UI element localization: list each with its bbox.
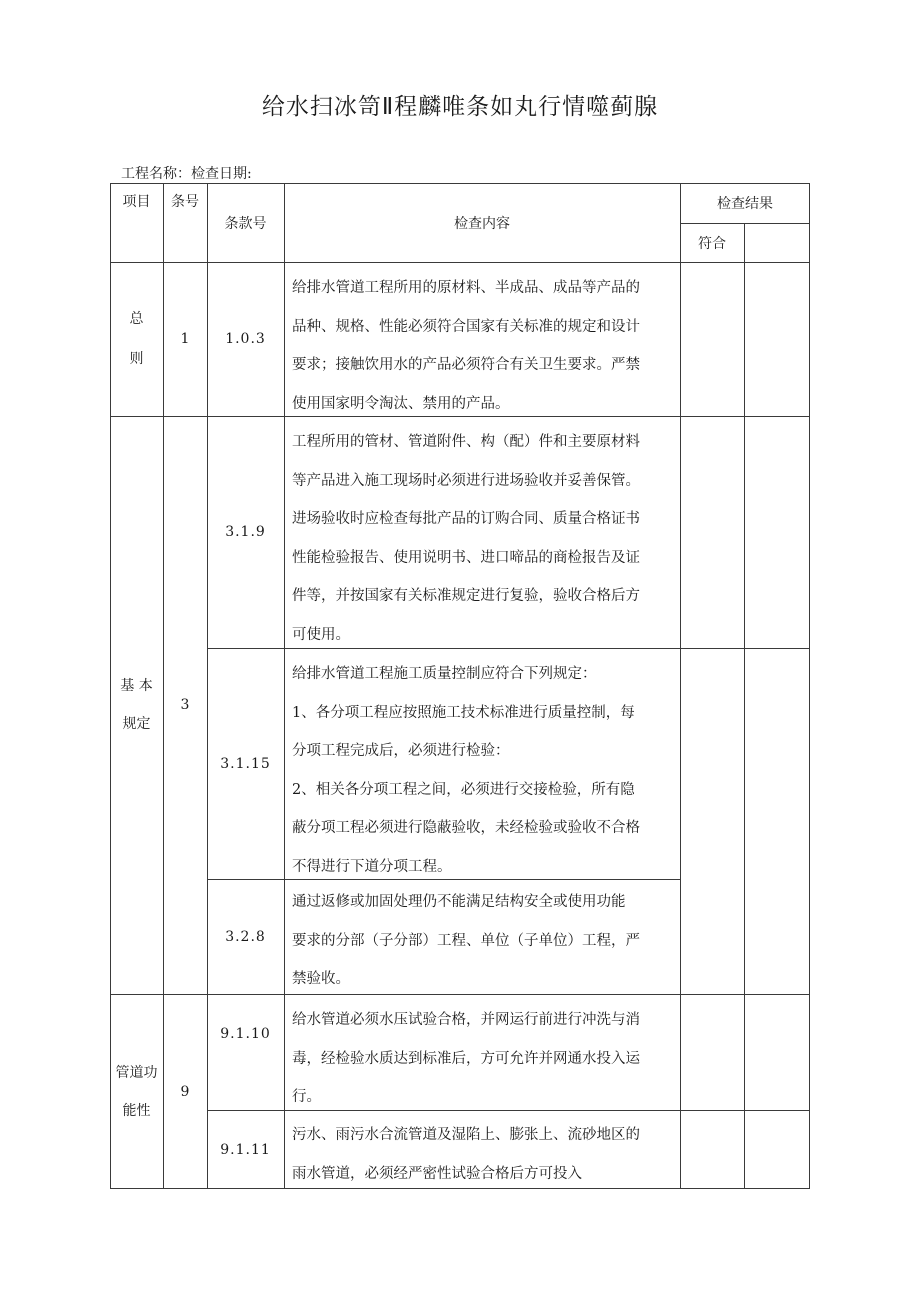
content-line: 污水、雨污水合流管道及湿陷上、膨张上、流砂地区的 — [292, 1127, 640, 1143]
group-item-line: 能性 — [122, 1102, 151, 1119]
clause-code: 3.1.15 — [220, 755, 271, 772]
group-item-basic — [110, 416, 163, 994]
content-line: 2、相关各分项工程之间，必须进行交接检验，所有隐 — [292, 781, 635, 798]
content-line: 性能检验报告、使用说明书、进口啼品的商检报告及证 — [292, 549, 640, 566]
header-clause-no: 条号 — [171, 194, 199, 210]
content-line: 通过返修或加固处理仍不能满足结构安全或使用功能 — [292, 894, 626, 910]
clause-code: 3.1.9 — [225, 524, 266, 540]
header-blank — [744, 223, 810, 262]
content-line: 行。 — [292, 1089, 321, 1105]
col-line-3 — [284, 183, 285, 1189]
page-title: 给水扫冰笥Ⅱ程麟唯条如丸行情噬蓟腺 — [261, 94, 659, 120]
clause-content — [292, 269, 676, 423]
content-line: 要求的分部（子分部）工程、单位（子单位）工程，严 — [292, 932, 640, 949]
content-line: 等产品进入施工现场时必须进行进场验收并妥善保管。 — [292, 472, 640, 489]
col-line-5 — [744, 223, 745, 1189]
content-line: 毒，经检验水质达到标准后，方可允许并网通水投入运 — [292, 1050, 640, 1067]
clause-code: 3.2.8 — [225, 928, 266, 945]
content-line: 工程所用的管材、管道附件、构（配）件和主要原材料 — [292, 434, 640, 450]
content-line: 给排水管道工程施工质量控制应符合下列规定： — [292, 666, 597, 682]
clause-code: 9.1.11 — [220, 1141, 271, 1158]
header-content: 检查内容 — [454, 215, 510, 232]
header-clause-code: 条款号 — [224, 215, 267, 232]
content-line: 给水管道必须水压试验合格，并网运行前进行冲洗与消 — [292, 1012, 640, 1028]
content-line: 要求；接触饮用水的产品必须符合有关卫生要求。严禁 — [292, 357, 640, 373]
group-item-line: 基 本 — [120, 678, 153, 694]
content-line: 分项工程完成后，必须进行检验： — [292, 743, 510, 759]
group-item-general — [110, 262, 163, 416]
content-line: 进场验收时应检查每批产品的订购合同、质量合格证书 — [292, 511, 640, 527]
content-line: 不得进行下道分项工程。 — [292, 858, 452, 875]
content-line: 禁验收。 — [292, 971, 350, 987]
group-item-line: 则 — [129, 351, 144, 367]
clause-content — [292, 423, 676, 654]
content-line: 给排水管道工程所用的原材料、半成品、成品等产品的 — [292, 280, 640, 296]
group-clause-no: 1 — [180, 331, 190, 347]
clause-content — [292, 655, 676, 886]
table-border-right — [809, 183, 810, 1189]
content-line: 可使用。 — [292, 626, 350, 643]
group-item-line: 管道功 — [115, 1064, 158, 1081]
content-line: 雨水管道，必须经严密性试验合格后方可投入 — [292, 1165, 582, 1182]
group-item-function — [110, 994, 163, 1189]
content-line: 使用国家明令淘汰、禁用的产品。 — [292, 395, 510, 412]
group-item-line: 总 — [129, 311, 144, 327]
group-clause-no: 3 — [180, 697, 190, 713]
col-line-4 — [680, 183, 681, 1189]
group-item-line: 规定 — [122, 716, 151, 732]
content-line: 品种、规格、性能必须符合国家有关标准的规定和设计 — [292, 318, 640, 335]
content-line: 蔽分项工程必须进行隐蔽验收，未经检验或验收不合格 — [292, 820, 640, 836]
clause-code: 9.1.10 — [220, 1026, 271, 1042]
header-conform: 符合 — [698, 235, 726, 252]
project-meta-line: 工程名称：检查日期: — [121, 166, 252, 182]
inspection-table — [110, 183, 810, 1189]
clause-content — [292, 1001, 676, 1117]
header-result: 检查结果 — [717, 196, 773, 212]
header-item: 项目 — [122, 194, 151, 210]
content-line: 1、各分项工程应按照施工技术标准进行质量控制，每 — [292, 704, 635, 721]
group-clause-no: 9 — [180, 1083, 190, 1100]
clause-content — [292, 883, 676, 999]
clause-content — [292, 1116, 676, 1193]
clause-code: 1.0.3 — [225, 331, 266, 347]
content-line: 件等，并按国家有关标准规定进行复验，验收合格后方 — [292, 588, 640, 604]
